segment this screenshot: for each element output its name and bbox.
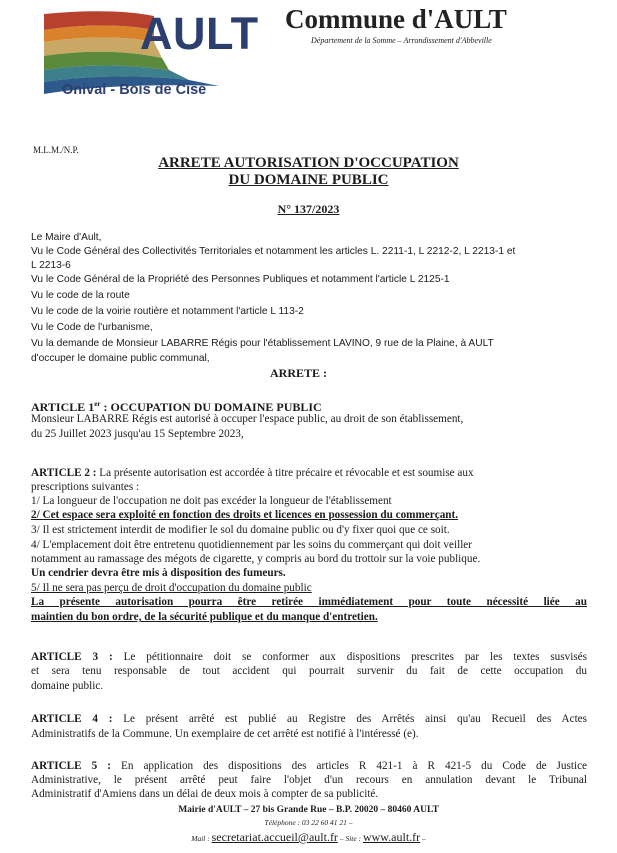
site-label: – Site :: [337, 834, 363, 843]
prescription-1: 1/ La longueur de l'occupation ne doit pas excéder la longueur de l'établissement: [31, 495, 392, 507]
preamble-line: Le Maire d'Ault,: [31, 232, 102, 243]
article5-line: ARTICLE 5 : En application des dispositions des articles R 421-1 à R 421-5 du Code de Justice: [31, 760, 588, 772]
preamble-line: Vu la demande de Monsieur LABARRE Régis pour l'établissement LAVINO, 9 rue de la Plaine, à AULT: [31, 338, 494, 349]
prescription-4-ashtray: Un cendrier devra être mis à disposition des fumeurs.: [31, 567, 286, 579]
prescription-5: 5/ Il ne sera pas perçu de droit d'occupation du domaine public: [31, 582, 312, 594]
email-link[interactable]: secretariat.accueil@ault.fr: [211, 830, 338, 844]
logo-tagline: Onival - Bois de Cise: [62, 82, 207, 98]
preamble-line: Vu le Code de l'urbanisme,: [31, 322, 153, 333]
department-line: Département de la Somme – Arrondissement d'Abbeville: [311, 36, 492, 45]
document-title-line2: DU DOMAINE PUBLIC: [228, 172, 389, 188]
mail-label: Mail :: [191, 834, 212, 843]
article1-line: Monsieur LABARRE Régis est autorisé à occuper l'espace public, au droit de son établissement,: [31, 413, 464, 425]
article1-line: du 25 Juillet 2023 jusqu'au 15 Septembre 2023,: [31, 428, 244, 440]
prescription-4-cont: notamment au ramassage des mégots de cigarette, y compris au bord du trottoir sur la voie publique.: [31, 553, 481, 565]
website-link[interactable]: www.ault.fr: [362, 830, 421, 844]
article4-line: Administratifs de la Commune. Un exemplaire de cet arrêté est notifié à l'intéressé (e).: [31, 728, 419, 740]
article3-line: ARTICLE 3 : Le pétitionnaire doit se conformer aux dispositions prescrites par les textes susvisés: [31, 651, 587, 663]
commune-title: Commune d'AULT: [285, 4, 507, 34]
prescription-3: 3/ Il est strictement interdit de modifier le sol du domaine public ou d'y fixer quoi que ce soit.: [31, 524, 450, 536]
preamble-line: Vu le Code Général de la Propriété des Personnes Publiques et notamment l'article L 2125-1: [31, 274, 450, 285]
document-title-line1: ARRETE AUTORISATION D'OCCUPATION: [158, 155, 459, 171]
article5-line: Administratif d'Amiens dans un délai de deux mois à compter de sa publicité.: [31, 788, 379, 800]
article4-line: ARTICLE 4 : Le présent arrêté est publié au Registre des Arrêtés ainsi qu'au Recueil des Actes: [31, 713, 587, 725]
preamble-line: Vu le code de la voirie routière et notamment l'article L 113-2: [31, 306, 304, 317]
preamble-line: Vu le Code Général des Collectivités Territoriales et notamment les articles L. 2211-1, L 2212-2, L 2213-1 et: [31, 246, 516, 257]
withdrawal-clause: La présente autorisation pourra être retirée immédiatement pour toute nécessité liée au: [31, 596, 587, 608]
preamble-line: d'occuper le domaine public communal,: [31, 353, 210, 364]
article3-line: et sera tenu responsable de tout accident qui pourrait survenir du fait de cette occupation du: [31, 665, 587, 677]
article2-line: prescriptions suivantes :: [31, 481, 140, 493]
logo-word: AULT: [140, 8, 259, 59]
prescription-2: 2/ Cet espace sera exploité en fonction des droits et licences en possession du commerçant.: [31, 509, 459, 521]
article5-line: Administrative, le présent arrêté peut faire l'objet d'un recours en annulation devant le Tribunal: [31, 774, 587, 786]
footer-contact: [0, 830, 617, 845]
footer-phone: Téléphone : 03 22 60 41 21 –: [264, 818, 353, 827]
prescription-4: 4/ L'emplacement doit être entretenu quotidiennement par les soins du commerçant qui doit veiller: [31, 539, 472, 551]
withdrawal-clause-cont: maintien du bon ordre, de la sécurité publique et du manque d'entretien.: [31, 611, 378, 623]
footer-address: Mairie d'AULT – 27 bis Grande Rue – B.P. 20020 – 80460 AULT: [178, 805, 439, 815]
article1-heading: ARTICLE 1er : OCCUPATION DU DOMAINE PUBLIC: [31, 400, 322, 414]
preamble-line: L 2213-6: [31, 260, 71, 271]
article2-intro: ARTICLE 2 : La présente autorisation est accordée à titre précaire et révocable et est soumise aux: [31, 467, 474, 479]
article3-line: domaine public.: [31, 680, 104, 692]
arrete-number: N° 137/2023: [277, 202, 340, 216]
reference: M.L.M./N.P.: [33, 145, 79, 155]
preamble-line: Vu le code de la route: [31, 290, 130, 301]
arrete-heading: ARRETE :: [270, 366, 328, 380]
site-tail: –: [420, 834, 426, 843]
